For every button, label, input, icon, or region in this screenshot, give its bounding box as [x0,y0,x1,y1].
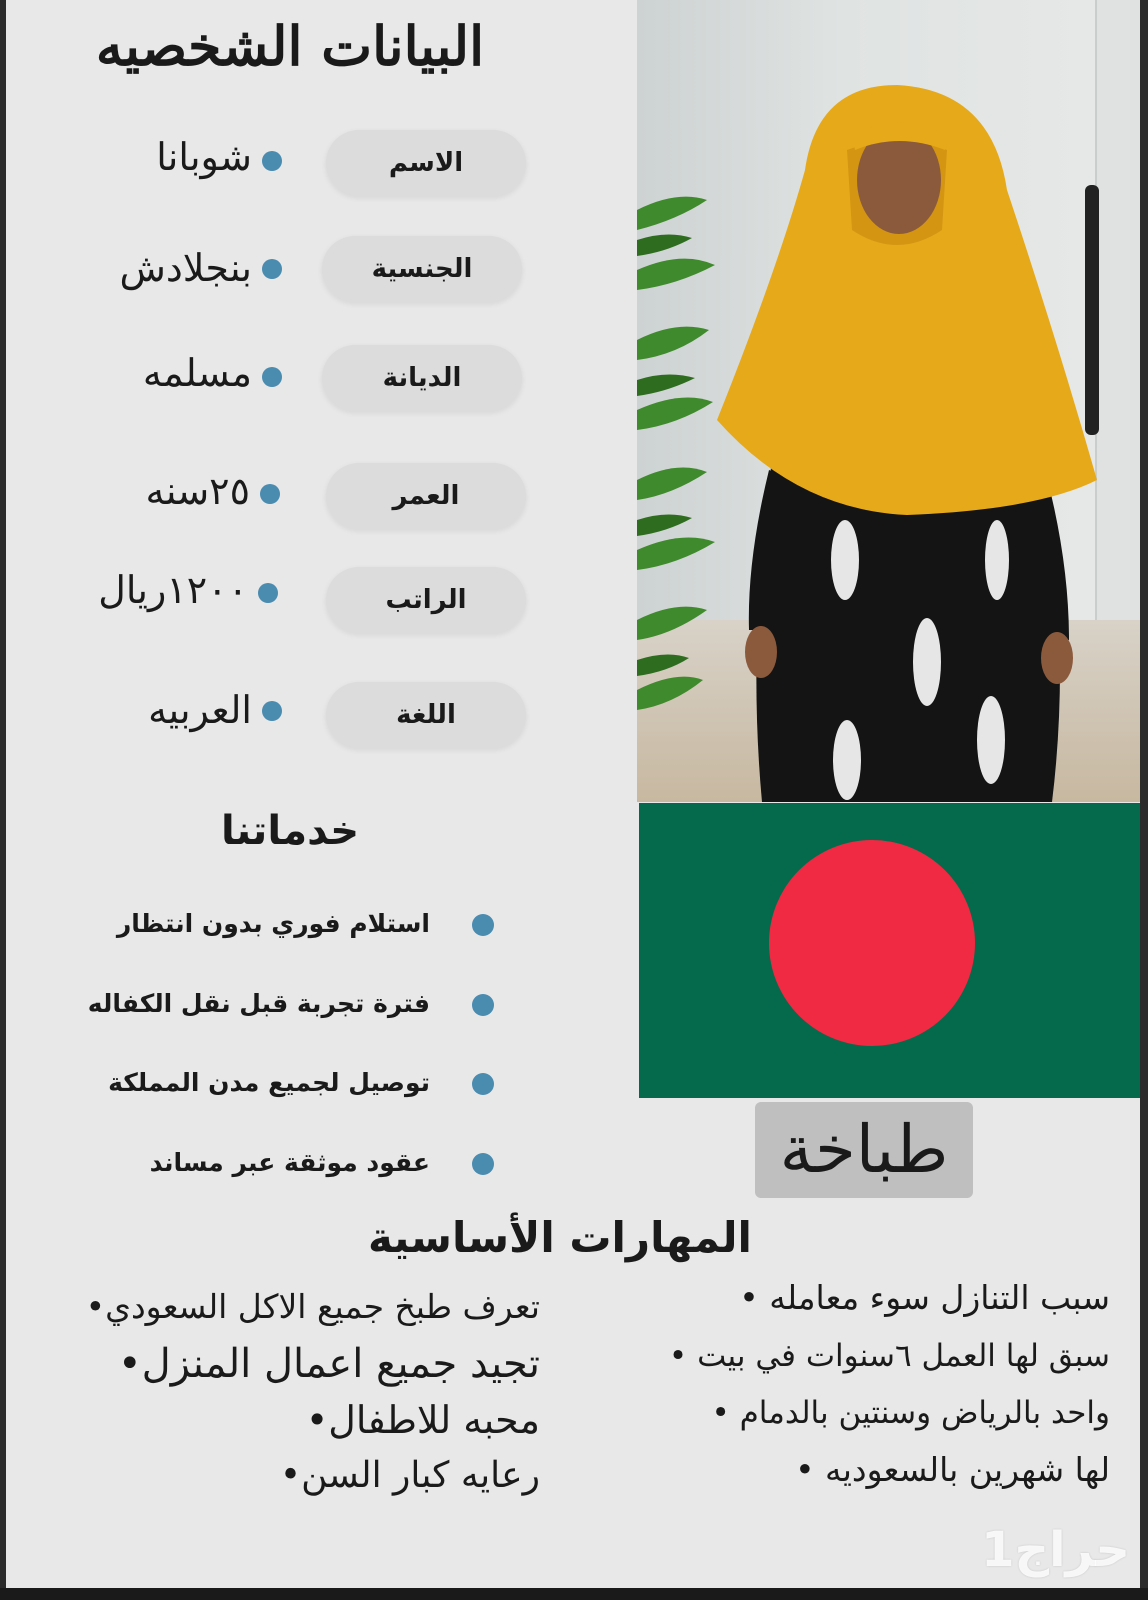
service-item: توصيل لجميع مدن المملكة [108,1068,430,1097]
label-name: الاسم [326,130,526,196]
note-item: سبب التنازل سوء معامله • [739,1275,1110,1321]
bangladesh-flag [639,803,1146,1098]
worker-photo [637,0,1148,802]
frame-border [0,1588,1148,1600]
bullet-dot [472,1073,494,1095]
page-title: البيانات الشخصيه [95,14,485,78]
bullet-dot [262,367,282,387]
flag-circle [769,840,975,1046]
note-item: لها شهرين بالسعوديه • [795,1447,1110,1493]
services-title: خدماتنا [220,808,360,854]
value-age: ٢٥سنه [145,469,250,513]
value-name: شوبانا [156,135,252,179]
value-religion: مسلمه [142,351,252,395]
watermark: حراج1 [981,1522,1130,1578]
service-item: عقود موثقة عبر مساند [149,1148,430,1177]
bullet-dot [262,151,282,171]
frame-border [0,0,6,1600]
skill-item: تعرف طبخ جميع الاكل السعودي • [86,1284,540,1330]
bullet-dot [472,1153,494,1175]
person-figure [677,40,1117,802]
skill-item: تجيد جميع اعمال المنزل • [118,1338,540,1390]
skills-title: المهارات الأساسية [368,1213,752,1262]
bullet-dot [472,914,494,936]
label-language: اللغة [326,682,526,748]
label-religion: الديانة [322,345,522,411]
note-item: واحد بالرياض وسنتين بالدمام • [711,1390,1110,1436]
bullet-dot [262,259,282,279]
service-item: استلام فوري بدون انتظار [116,909,430,938]
skill-item: رعايه كبار السن • [280,1451,540,1501]
label-nationality: الجنسية [322,236,522,302]
bullet-dot [262,701,282,721]
label-salary: الراتب [326,567,526,633]
value-nationality: بنجلادش [119,246,252,290]
service-item: فترة تجربة قبل نقل الكفاله [87,989,430,1018]
note-item: سبق لها العمل ٦سنوات في بيت • [669,1333,1110,1379]
bullet-dot [472,994,494,1016]
bullet-dot [258,583,278,603]
bullet-dot [260,484,280,504]
frame-border [1140,0,1148,1600]
role-badge: طباخة [755,1102,973,1198]
label-age: العمر [326,463,526,529]
value-language: العربيه [148,688,252,732]
value-salary: ١٢٠٠ريال [98,568,248,612]
skill-item: محبه للاطفال • [306,1395,540,1445]
